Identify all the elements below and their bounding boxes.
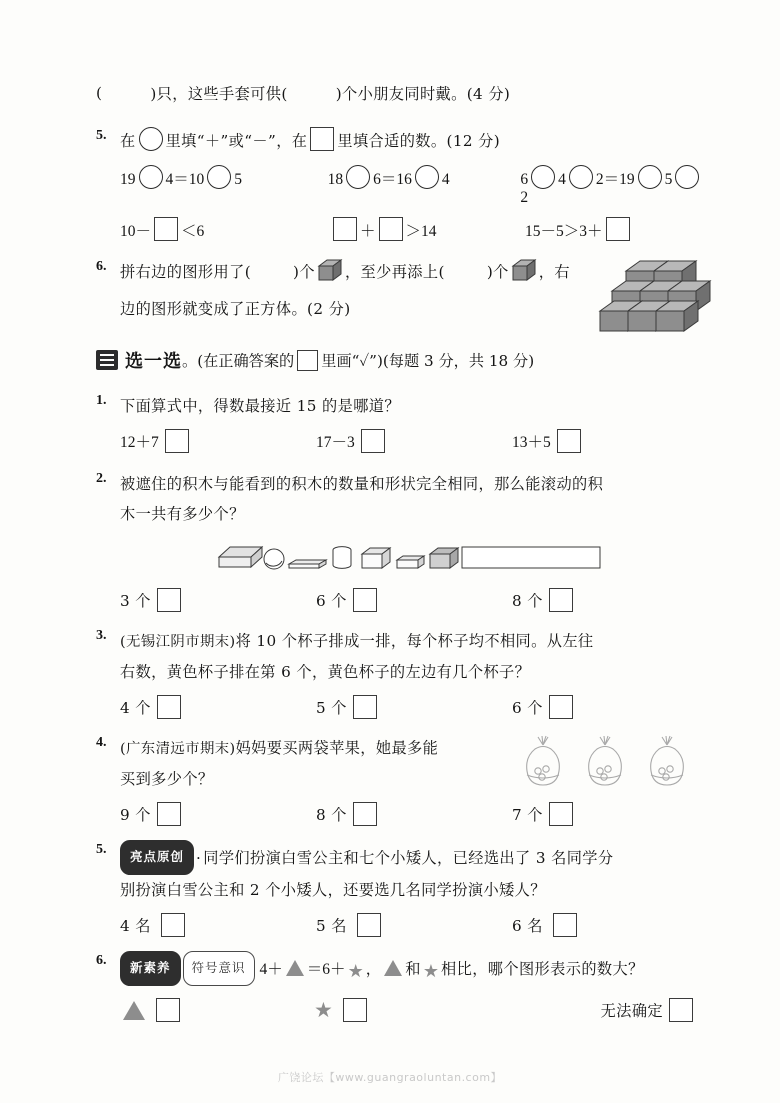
- q4-tail-mid: )只，这些手套可供(: [150, 84, 288, 103]
- cq5-separator: ·: [196, 849, 202, 867]
- q4-tail-post: )个小朋友同时戴。(4 分): [335, 84, 511, 103]
- q5-e3-op2: 2＝19: [595, 171, 635, 188]
- cq4-option-1[interactable]: [120, 802, 316, 826]
- cq3-option-3[interactable]: [512, 695, 708, 719]
- cq4-option-3[interactable]: [512, 802, 708, 826]
- cq1-option-3-checkbox[interactable]: [557, 429, 581, 453]
- cq4-option-3-checkbox[interactable]: [549, 802, 573, 826]
- q6-text-e: ，右: [538, 263, 570, 281]
- q5-e3-a: 6: [520, 171, 529, 188]
- cq6-option-2[interactable]: [312, 998, 504, 1022]
- q5-e2-circle-1[interactable]: [346, 165, 370, 189]
- cq4-source: (广东清远市期末): [120, 741, 236, 757]
- q5-prompt-a: 在: [120, 132, 136, 150]
- section-rest-a: 。(在正确答案的: [182, 351, 295, 370]
- cq4-option-1-checkbox[interactable]: [157, 802, 181, 826]
- q5-row-1: [120, 165, 708, 207]
- q5-e2-op1: 6＝16: [373, 171, 412, 188]
- star-icon-inline-2: ★: [422, 961, 440, 981]
- cq2-option-1-label: 3 个: [120, 591, 151, 610]
- choice-question-6: [96, 951, 708, 1022]
- q5-e3-circle-3[interactable]: [638, 165, 662, 189]
- q5-e5-right: ＞14: [405, 223, 437, 240]
- cq5-option-1-label: 4 名: [120, 916, 151, 935]
- q5-expr-3: [520, 165, 708, 207]
- cq3-option-2-checkbox[interactable]: [353, 695, 377, 719]
- cq3-option-2[interactable]: [316, 695, 512, 719]
- cq3-line-1: [120, 626, 708, 657]
- q5-expr-1: [120, 165, 328, 207]
- cq3-option-1-label: 4 个: [120, 698, 151, 717]
- q5-e2-a: 18: [327, 171, 344, 188]
- cq1-option-1-checkbox[interactable]: [165, 429, 189, 453]
- cq2-option-3[interactable]: [512, 588, 708, 612]
- q5-e6-left: 15－5＞3＋: [525, 223, 603, 240]
- cq1-option-2[interactable]: [316, 429, 512, 453]
- q5-expr-2: [328, 165, 521, 207]
- cq1-option-2-label: 17－3: [315, 434, 355, 451]
- q5-e2-op2: 4: [441, 171, 450, 188]
- cq2-option-2-label: 6 个: [315, 591, 347, 610]
- cq2-option-2[interactable]: [316, 588, 512, 612]
- cq2-option-2-checkbox[interactable]: [353, 588, 377, 612]
- q6-text-a: 拼右边的图形用了(: [120, 263, 252, 281]
- q4-tail-pre: (: [96, 84, 103, 102]
- q6-text-line2: 边的图形就变成了正方体。(2 分): [120, 300, 351, 318]
- q5-e5-box-2[interactable]: [379, 217, 403, 241]
- cq5-number: 5.: [96, 842, 107, 857]
- q5-prompt-b: 里填“＋”或“－”，在: [165, 132, 308, 150]
- q5-e3-circle-4[interactable]: [675, 165, 699, 189]
- cq6-options: [120, 998, 708, 1022]
- cq4-text-line1: 妈妈要买两袋苹果，她最多能: [235, 739, 439, 757]
- q5-e1-op2: 5: [234, 171, 243, 188]
- cq6-option-3[interactable]: [504, 998, 708, 1022]
- q4-tail-line: [96, 78, 708, 108]
- cq6-option-3-checkbox[interactable]: [669, 998, 693, 1022]
- q6-text-d: )个: [486, 263, 509, 281]
- q5-e6-box[interactable]: [606, 217, 630, 241]
- q5-prompt: [120, 126, 708, 157]
- cq6-text-a: 4＋: [259, 961, 283, 978]
- q5-e5-box-1[interactable]: [333, 217, 357, 241]
- cq1-option-1[interactable]: [120, 429, 316, 453]
- cq6-line-1: [120, 951, 708, 986]
- choice-question-5: [96, 840, 708, 937]
- section-example-box: [297, 350, 318, 371]
- cq4-options: [120, 802, 708, 826]
- cq2-option-1-checkbox[interactable]: [157, 588, 181, 612]
- triangle-icon-option: [123, 1001, 145, 1020]
- cq5-option-3-label: 6 名: [511, 916, 543, 935]
- cq6-option-3-label: 无法确定: [600, 1001, 663, 1020]
- cq2-options: [120, 588, 708, 612]
- q5-prompt-c: 里填合适的数。(12 分): [337, 132, 501, 150]
- cq5-options: [120, 913, 708, 937]
- cq6-text-b: ＝6＋: [306, 961, 346, 978]
- cq3-option-1-checkbox[interactable]: [157, 695, 181, 719]
- cq3-source: (无锡江阴市期末): [120, 634, 236, 650]
- q5-prompt-box[interactable]: [310, 127, 334, 151]
- cq1-option-3-label: 13＋5: [511, 434, 551, 451]
- cq1-number: 1.: [96, 393, 107, 408]
- q5-e5-mid: ＋: [360, 223, 376, 240]
- q5-e2-circle-2[interactable]: [415, 165, 439, 189]
- cq1-text: 下面算式中，得数最接近 15 的是哪道？: [120, 397, 400, 415]
- q5-e1-circle-2[interactable]: [207, 165, 231, 189]
- apple-bags-figure: [521, 735, 706, 802]
- cq2-number: 2.: [96, 471, 107, 486]
- badge-highlight-original: 亮点原创: [120, 840, 194, 875]
- q5-e1-circle-1[interactable]: [139, 165, 163, 189]
- section-title: 选一选: [125, 351, 182, 372]
- cq6-text-c: ，: [365, 960, 382, 978]
- cq3-option-1[interactable]: [120, 695, 316, 719]
- cq4-number: 4.: [96, 735, 107, 750]
- badge-symbol-awareness: 符号意识: [183, 951, 255, 986]
- cq5-text-line2: 别扮演白雪公主和 2 个小矮人，还要选几名同学扮演小矮人？: [120, 881, 546, 899]
- cq5-line-1: [120, 840, 708, 875]
- question-5: [96, 126, 708, 241]
- q6-text-b: )个: [293, 263, 315, 281]
- cq6-text-e: 相比，哪个图形表示的数大？: [441, 960, 644, 978]
- watermark: 广饶论坛【www.guangraoluntan.com】: [277, 1071, 503, 1084]
- triangle-icon-inline-1: [286, 960, 304, 976]
- choice-question-1: [96, 391, 708, 453]
- cq4-option-2[interactable]: [316, 802, 512, 826]
- cq5-text-line1: 同学们扮演白雪公主和七个小矮人，已经选出了 3 名同学分: [203, 849, 614, 867]
- q5-e4-left: 10－: [120, 223, 152, 240]
- cq4-option-3-label: 7 个: [511, 805, 543, 824]
- cq2-option-1[interactable]: [120, 588, 316, 612]
- single-cube-icon-1: [317, 257, 343, 294]
- cq1-option-1-label: 12＋7: [120, 434, 159, 451]
- cq3-number: 3.: [96, 628, 107, 643]
- q6-text-c: ，至少再添上(: [344, 263, 445, 281]
- q5-e3-circle-1[interactable]: [531, 165, 555, 189]
- cq6-text-d: 和: [405, 960, 421, 978]
- cq5-option-3-checkbox[interactable]: [553, 913, 577, 937]
- cq5-option-1[interactable]: [120, 913, 316, 937]
- q5-number: 5.: [96, 128, 107, 143]
- q5-row-2: [120, 217, 708, 241]
- choice-question-3: [96, 626, 708, 719]
- q5-e3-op3: 5: [664, 171, 673, 188]
- q5-e4-right: ＜6: [181, 223, 205, 240]
- cq3-option-2-label: 5 个: [315, 698, 347, 717]
- cq4-option-2-label: 8 个: [315, 805, 347, 824]
- q5-e1-a: 19: [120, 171, 136, 188]
- q5-expr-5: [330, 217, 525, 241]
- cq5-option-1-checkbox[interactable]: [161, 913, 185, 937]
- cq1-options: [120, 429, 708, 453]
- star-icon-inline-1: ★: [347, 961, 364, 981]
- cq2-text-line1: 被遮住的积木与能看到的积木的数量和形状完全相同，那么能滚动的积: [120, 475, 604, 493]
- q5-e1-op1: 4＝10: [165, 171, 205, 188]
- cq6-number: 6.: [96, 953, 107, 968]
- cq2-option-3-checkbox[interactable]: [549, 588, 573, 612]
- cq4-text-line2: 买到多少个？: [120, 770, 214, 788]
- three-bars-icon: [96, 350, 118, 370]
- cq3-text-line2: 右数，黄色杯子排在第 6 个，黄色杯子的左边有几个杯子？: [120, 663, 531, 681]
- badge-new-literacy: 新素养: [120, 951, 181, 986]
- cq2-option-3-label: 8 个: [511, 591, 543, 610]
- q5-e3-circle-2[interactable]: [569, 165, 593, 189]
- cq5-option-2[interactable]: [316, 913, 512, 937]
- cq4-option-1-label: 9 个: [120, 805, 151, 824]
- q5-expr-4: [120, 217, 330, 241]
- single-cube-icon-2: [511, 257, 537, 294]
- cq1-option-2-checkbox[interactable]: [361, 429, 385, 453]
- cube-stack-figure: [596, 253, 714, 354]
- triangle-icon-inline-2: [384, 960, 402, 976]
- q5-e4-box[interactable]: [154, 217, 178, 241]
- cq4-option-2-checkbox[interactable]: [353, 802, 377, 826]
- q6-number: 6.: [96, 259, 107, 274]
- cq5-option-3[interactable]: [512, 913, 708, 937]
- cq2-text-line2: 木一共有多少个？: [120, 505, 245, 523]
- blocks-row-figure: [216, 535, 708, 580]
- cq5-option-2-checkbox[interactable]: [357, 913, 381, 937]
- cq3-option-3-label: 6 个: [511, 698, 543, 717]
- q5-prompt-circle[interactable]: [139, 127, 163, 151]
- cq3-option-3-checkbox[interactable]: [549, 695, 573, 719]
- star-icon-option: ★: [314, 997, 333, 1022]
- choice-question-2: [96, 469, 708, 612]
- cq6-option-2-checkbox[interactable]: [343, 998, 367, 1022]
- q5-e3-op4: 2: [520, 189, 529, 206]
- cq6-option-1-checkbox[interactable]: [156, 998, 180, 1022]
- q5-e3-op1: 4: [558, 171, 566, 188]
- cq6-option-1[interactable]: [120, 998, 312, 1022]
- cq5-option-2-label: 5 名: [315, 916, 347, 935]
- cq3-options: [120, 695, 708, 719]
- section-rest-b: 里画“✓”)(每题 3 分，共 18 分): [321, 351, 535, 370]
- cq3-text-line1: 将 10 个杯子排成一排，每个杯子均不相同。从左往: [235, 632, 594, 650]
- cq1-option-3[interactable]: [512, 429, 708, 453]
- q5-expr-6: [525, 217, 633, 241]
